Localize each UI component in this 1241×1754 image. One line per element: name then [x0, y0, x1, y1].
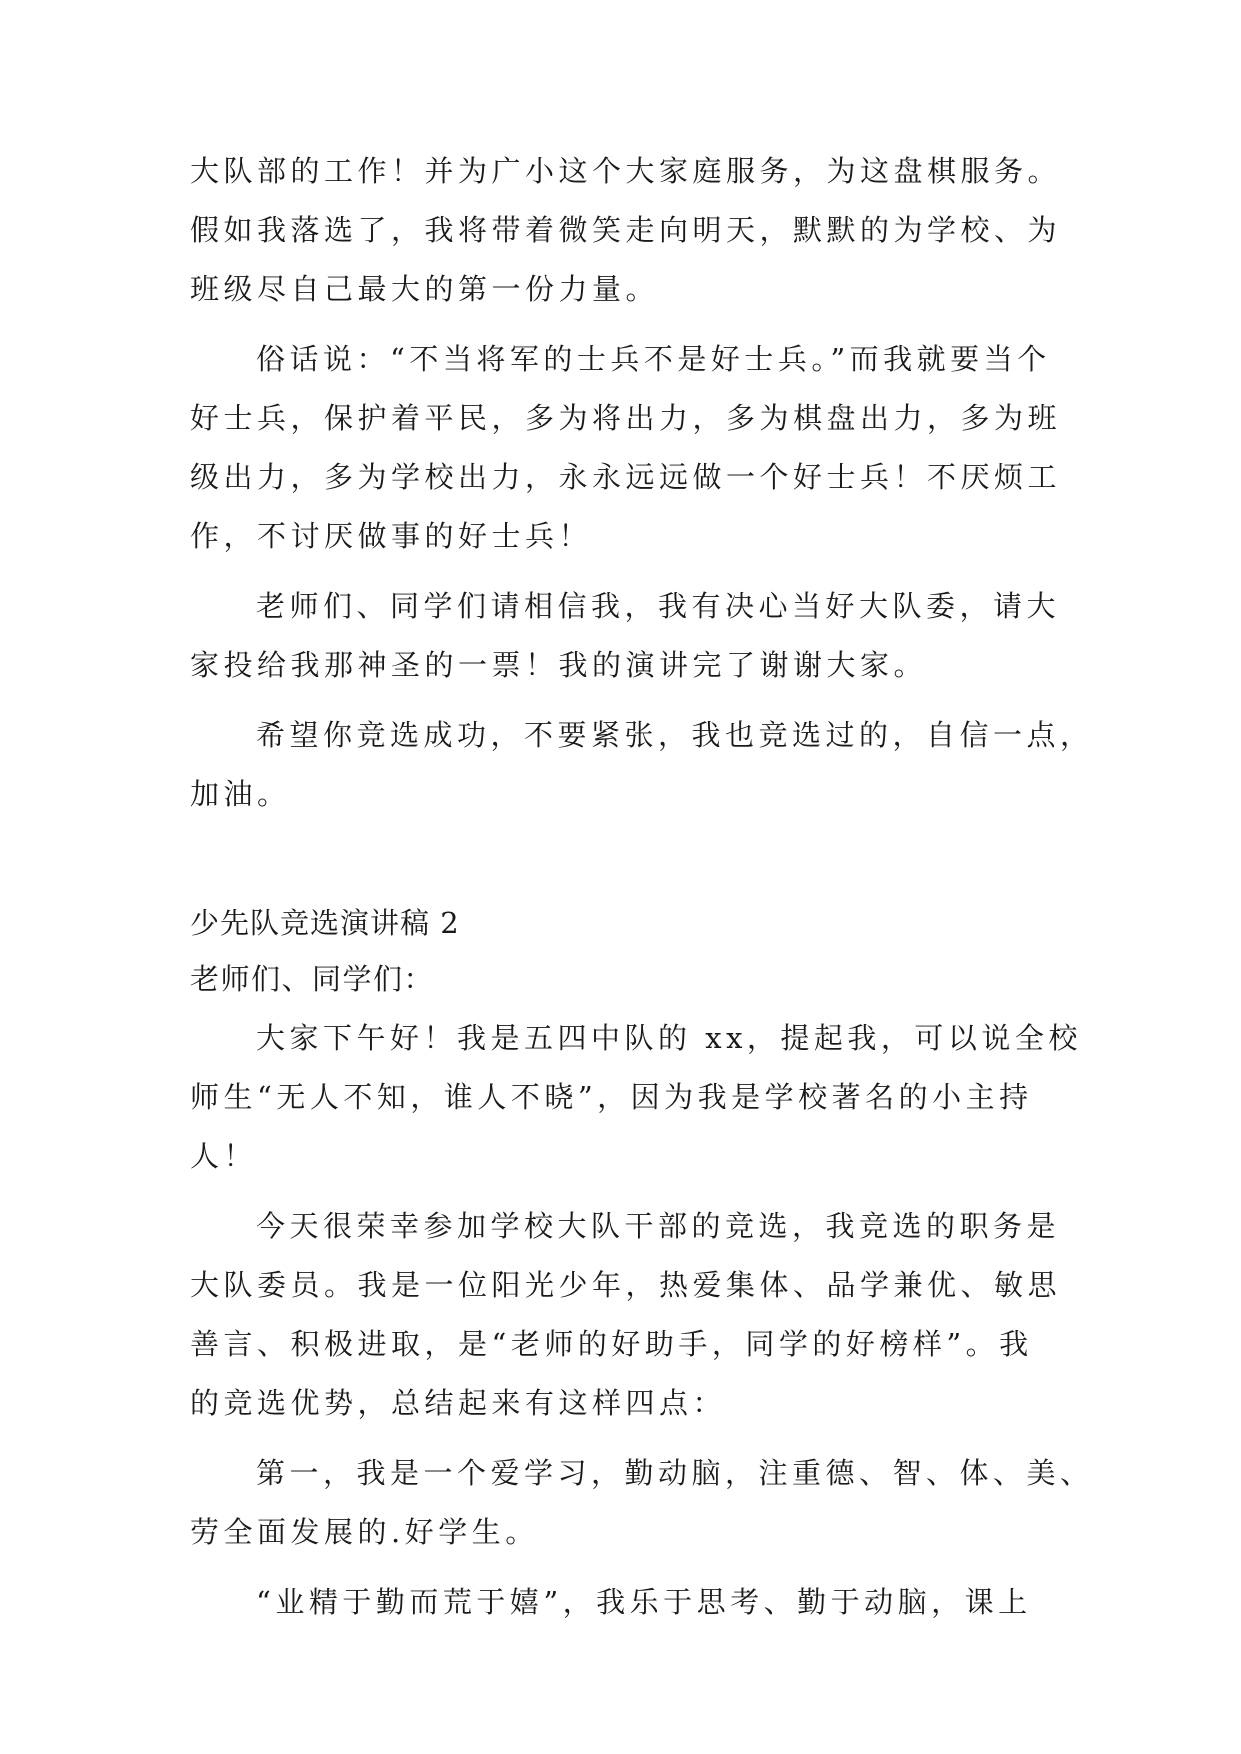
paragraph-line: 家投给我那神圣的一票！我的演讲完了谢谢大家。 [190, 648, 928, 682]
paragraph-line: “业精于勤而荒于嬉”，我乐于思考、勤于动脑，课上 [256, 1585, 1032, 1619]
paragraph-line: 师生“无人不知，谁人不晓”，因为我是学校著名的小主持 [190, 1080, 1033, 1114]
paragraph-line: 作，不讨厌做事的好士兵！ [190, 519, 593, 553]
paragraph-line: 今天很荣幸参加学校大队干部的竞选，我竞选的职务是 [256, 1209, 1061, 1243]
paragraph-line: 的竞选优势，总结起来有这样四点： [190, 1386, 727, 1420]
paragraph-line: 人！ [190, 1139, 258, 1173]
paragraph-line: 大队部的工作！并为广小这个大家庭服务，为这盘棋服务。 [190, 154, 1062, 188]
paragraph-line: 假如我落选了，我将带着微笑走向明天，默默的为学校、为 [190, 213, 1062, 247]
paragraph-line: 老师们、同学们请相信我，我有决心当好大队委，请大 [256, 589, 1061, 623]
paragraph-line: 好士兵，保护着平民，多为将出力，多为棋盘出力，多为班 [190, 401, 1062, 435]
paragraph-line: 善言、积极进取，是“老师的好助手，同学的好榜样”。我 [190, 1327, 1033, 1361]
paragraph-line: 劳全面发展的.好学生。 [190, 1515, 539, 1549]
paragraph-line: 大队委员。我是一位阳光少年，热爱集体、品学兼优、敏思 [190, 1268, 1062, 1302]
paragraph-line: 希望你竞选成功，不要紧张，我也竞选过的，自信一点， [256, 718, 1094, 752]
salutation: 老师们、同学们： [190, 962, 435, 996]
paragraph-line: 班级尽自己最大的第一份力量。 [190, 272, 660, 306]
paragraph-line: 第一，我是一个爱学习，勤动脑，注重德、智、体、美、 [256, 1456, 1094, 1490]
paragraph-line: 俗话说：“不当将军的士兵不是好士兵。”而我就要当个 [256, 342, 1051, 376]
paragraph-line: 加油。 [190, 777, 291, 811]
paragraph-line: 级出力，多为学校出力，永永远远做一个好士兵！不厌烦工 [190, 460, 1062, 494]
section-title: 少先队竞选演讲稿 2 [190, 906, 460, 940]
paragraph-line: 大家下午好！我是五四中队的 xx，提起我，可以说全校 [256, 1021, 1082, 1055]
